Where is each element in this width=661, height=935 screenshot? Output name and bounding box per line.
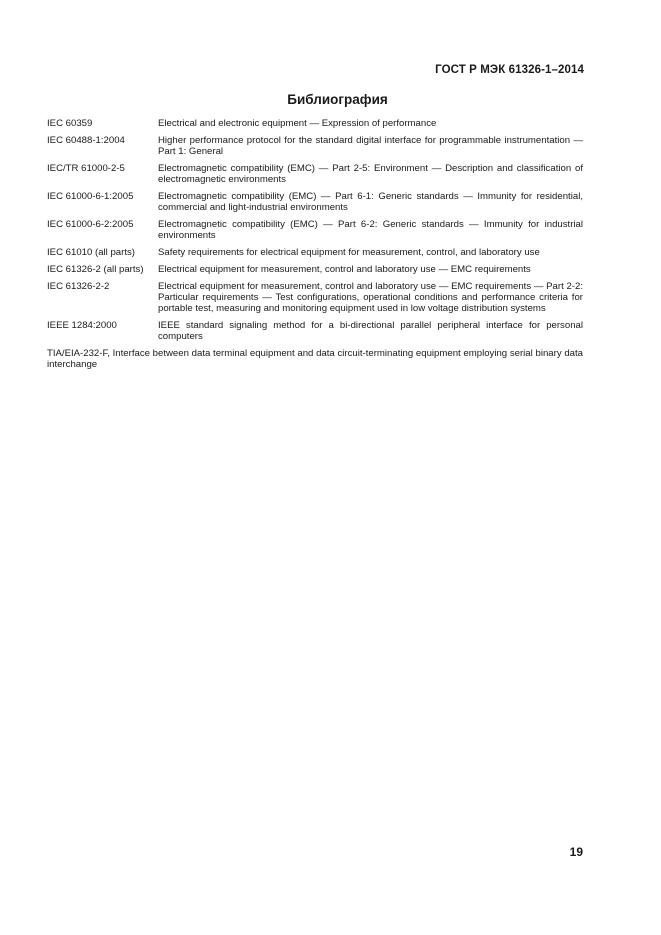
bibliography-entry: [47, 135, 583, 157]
bibliography-description: Electromagnetic compatibility (EMC) — Part 2-5: Environment — Description and classification of electromagnetic environments: [158, 163, 583, 185]
bibliography-description: IEEE standard signaling method for a bi-directional parallel peripheral interface for personal computers: [158, 320, 583, 342]
bibliography-description: Electrical equipment for measurement, control and laboratory use — EMC requirements — Part 2-2: Particular requirements — Test configurations, operational conditions and performance criteria for portable test, measuring and monitoring equipment used in low voltage distribution systems: [158, 281, 583, 314]
section-title: Библиография: [287, 92, 388, 107]
bibliography-code: IEC 61010 (all parts): [47, 247, 135, 258]
bibliography-code: IEC 61326-2-2: [47, 281, 110, 292]
bibliography-code: IEEE 1284:2000: [47, 320, 117, 331]
bibliography-entry: [47, 281, 583, 314]
bibliography-entry: [47, 118, 583, 129]
bibliography-code: IEC 61000-6-1:2005: [47, 191, 134, 202]
document-header: ГОСТ Р МЭК 61326-1–2014: [435, 64, 584, 76]
bibliography-code: IEC 60359: [47, 118, 93, 129]
bibliography-description: Electrical and electronic equipment — Expression of performance: [158, 118, 437, 129]
bibliography-description: Electromagnetic compatibility (EMC) — Part 6-2: Generic standards — Immunity for industrial environments: [158, 219, 583, 241]
bibliography-description: Higher performance protocol for the standard digital interface for programmable instrumentation — Part 1: General: [158, 135, 583, 157]
page-number: 19: [569, 845, 583, 859]
bibliography-note: TIA/EIA-232-F, Interface between data terminal equipment and data circuit-terminating equipment employing serial binary data interchange: [47, 348, 583, 370]
bibliography-description: Electrical equipment for measurement, control and laboratory use — EMC requirements: [158, 264, 531, 275]
bibliography-description: Safety requirements for electrical equipment for measurement, control, and laboratory use: [158, 247, 540, 258]
bibliography-entry: [47, 163, 583, 185]
bibliography-entry: [47, 219, 583, 241]
bibliography-code: IEC 61326-2 (all parts): [47, 264, 144, 275]
bibliography-code: IEC 61000-6-2:2005: [47, 219, 134, 230]
bibliography-code: IEC 60488-1:2004: [47, 135, 125, 146]
bibliography-description: Electromagnetic compatibility (EMC) — Part 6-1: Generic standards — Immunity for residential, commercial and light-industrial environments: [158, 191, 583, 213]
bibliography-entry: [47, 191, 583, 213]
bibliography-entry: [47, 264, 583, 275]
bibliography-entry: [47, 247, 583, 258]
bibliography-entry: [47, 320, 583, 342]
bibliography-code: IEC/TR 61000-2-5: [47, 163, 125, 174]
bibliography-list: [47, 118, 583, 370]
